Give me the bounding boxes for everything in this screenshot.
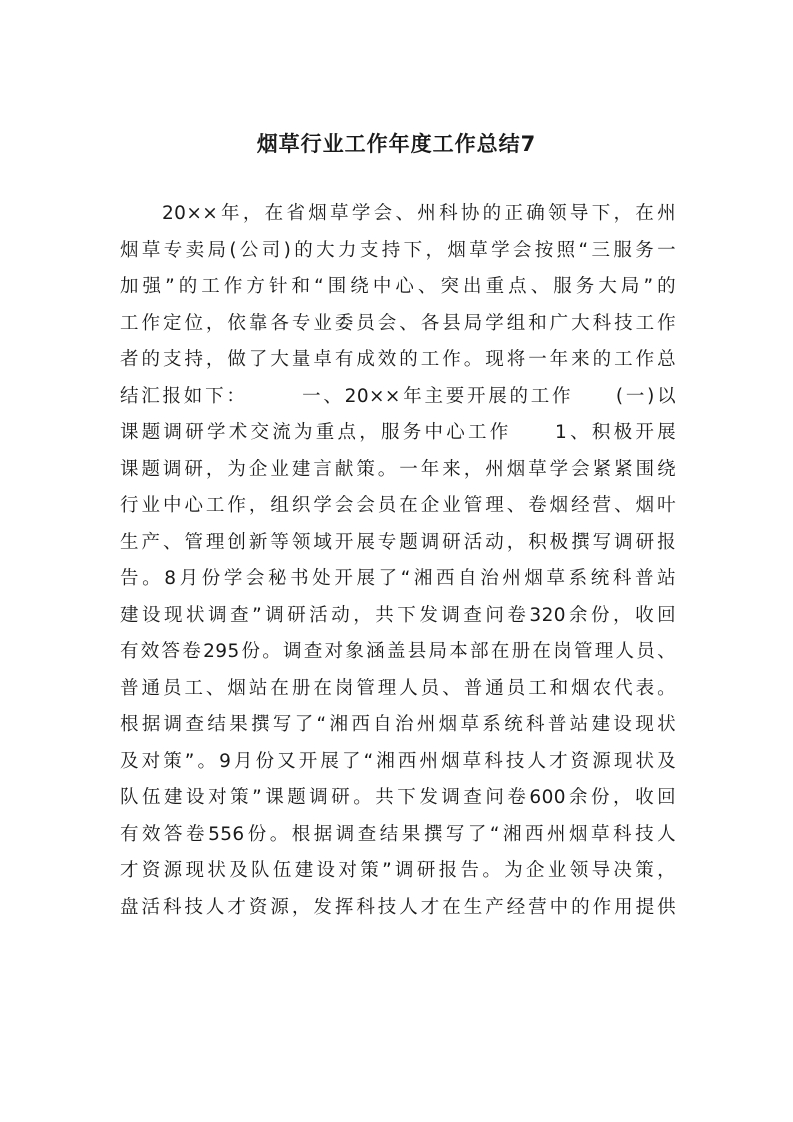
text-line: 根据调查结果撰写了“湘西自治州烟草系统科普站建设现状 — [120, 714, 676, 735]
text-line: 普通员工、烟站在册在岗管理人员、普通员工和烟农代表。 — [120, 677, 676, 699]
text-line: 行业中心工作，组织学会会员在企业管理、卷烟经营、烟叶 — [120, 495, 676, 516]
body-paragraph — [120, 196, 676, 926]
text-line: 有效答卷556份。根据调查结果撰写了“湘西州烟草科技人 — [120, 823, 676, 845]
text-line: 烟草专卖局(公司)的大力支持下，烟草学会按照“三服务一 — [120, 239, 676, 261]
text-line: 才资源现状及队伍建设对策”调研报告。为企业领导决策， — [120, 860, 676, 881]
text-line: 加强”的工作方针和“围绕中心、突出重点、服务大局”的 — [120, 276, 676, 297]
text-line: 20××年，在省烟草学会、州科协的正确领导下，在州 — [162, 203, 676, 224]
text-line: 盘活科技人才资源，发挥科技人才在生产经营中的作用提供 — [120, 896, 676, 918]
text-line: 者的支持，做了大量卓有成效的工作。现将一年来的工作总 — [120, 349, 676, 370]
text-line: 及对策”。9月份又开展了“湘西州烟草科技人才资源现状及 — [120, 750, 676, 772]
text-line: 告。8月份学会秘书处开展了“湘西自治州烟草系统科普站 — [120, 568, 676, 589]
text-line: 生产、管理创新等领域开展专题调研活动，积极撰写调研报 — [120, 531, 676, 553]
text-line: 建设现状调查”调研活动，共下发调查问卷320余份，收回 — [120, 604, 676, 626]
text-line: 课题调研学术交流为重点，服务中心工作 1、积极开展 — [120, 422, 676, 443]
text-line: 结汇报如下： 一、20××年主要开展的工作 (一)以 — [120, 385, 676, 407]
text-line: 工作定位，依靠各专业委员会、各县局学组和广大科技工作 — [120, 312, 676, 334]
text-line: 课题调研，为企业建言献策。一年来，州烟草学会紧紧围绕 — [120, 458, 676, 480]
text-line: 队伍建设对策”课题调研。共下发调查问卷600余份，收回 — [120, 787, 676, 808]
text-line: 有效答卷295份。调查对象涵盖县局本部在册在岗管理人员、 — [120, 641, 676, 662]
document-title: 烟草行业工作年度工作总结7 — [256, 132, 537, 156]
